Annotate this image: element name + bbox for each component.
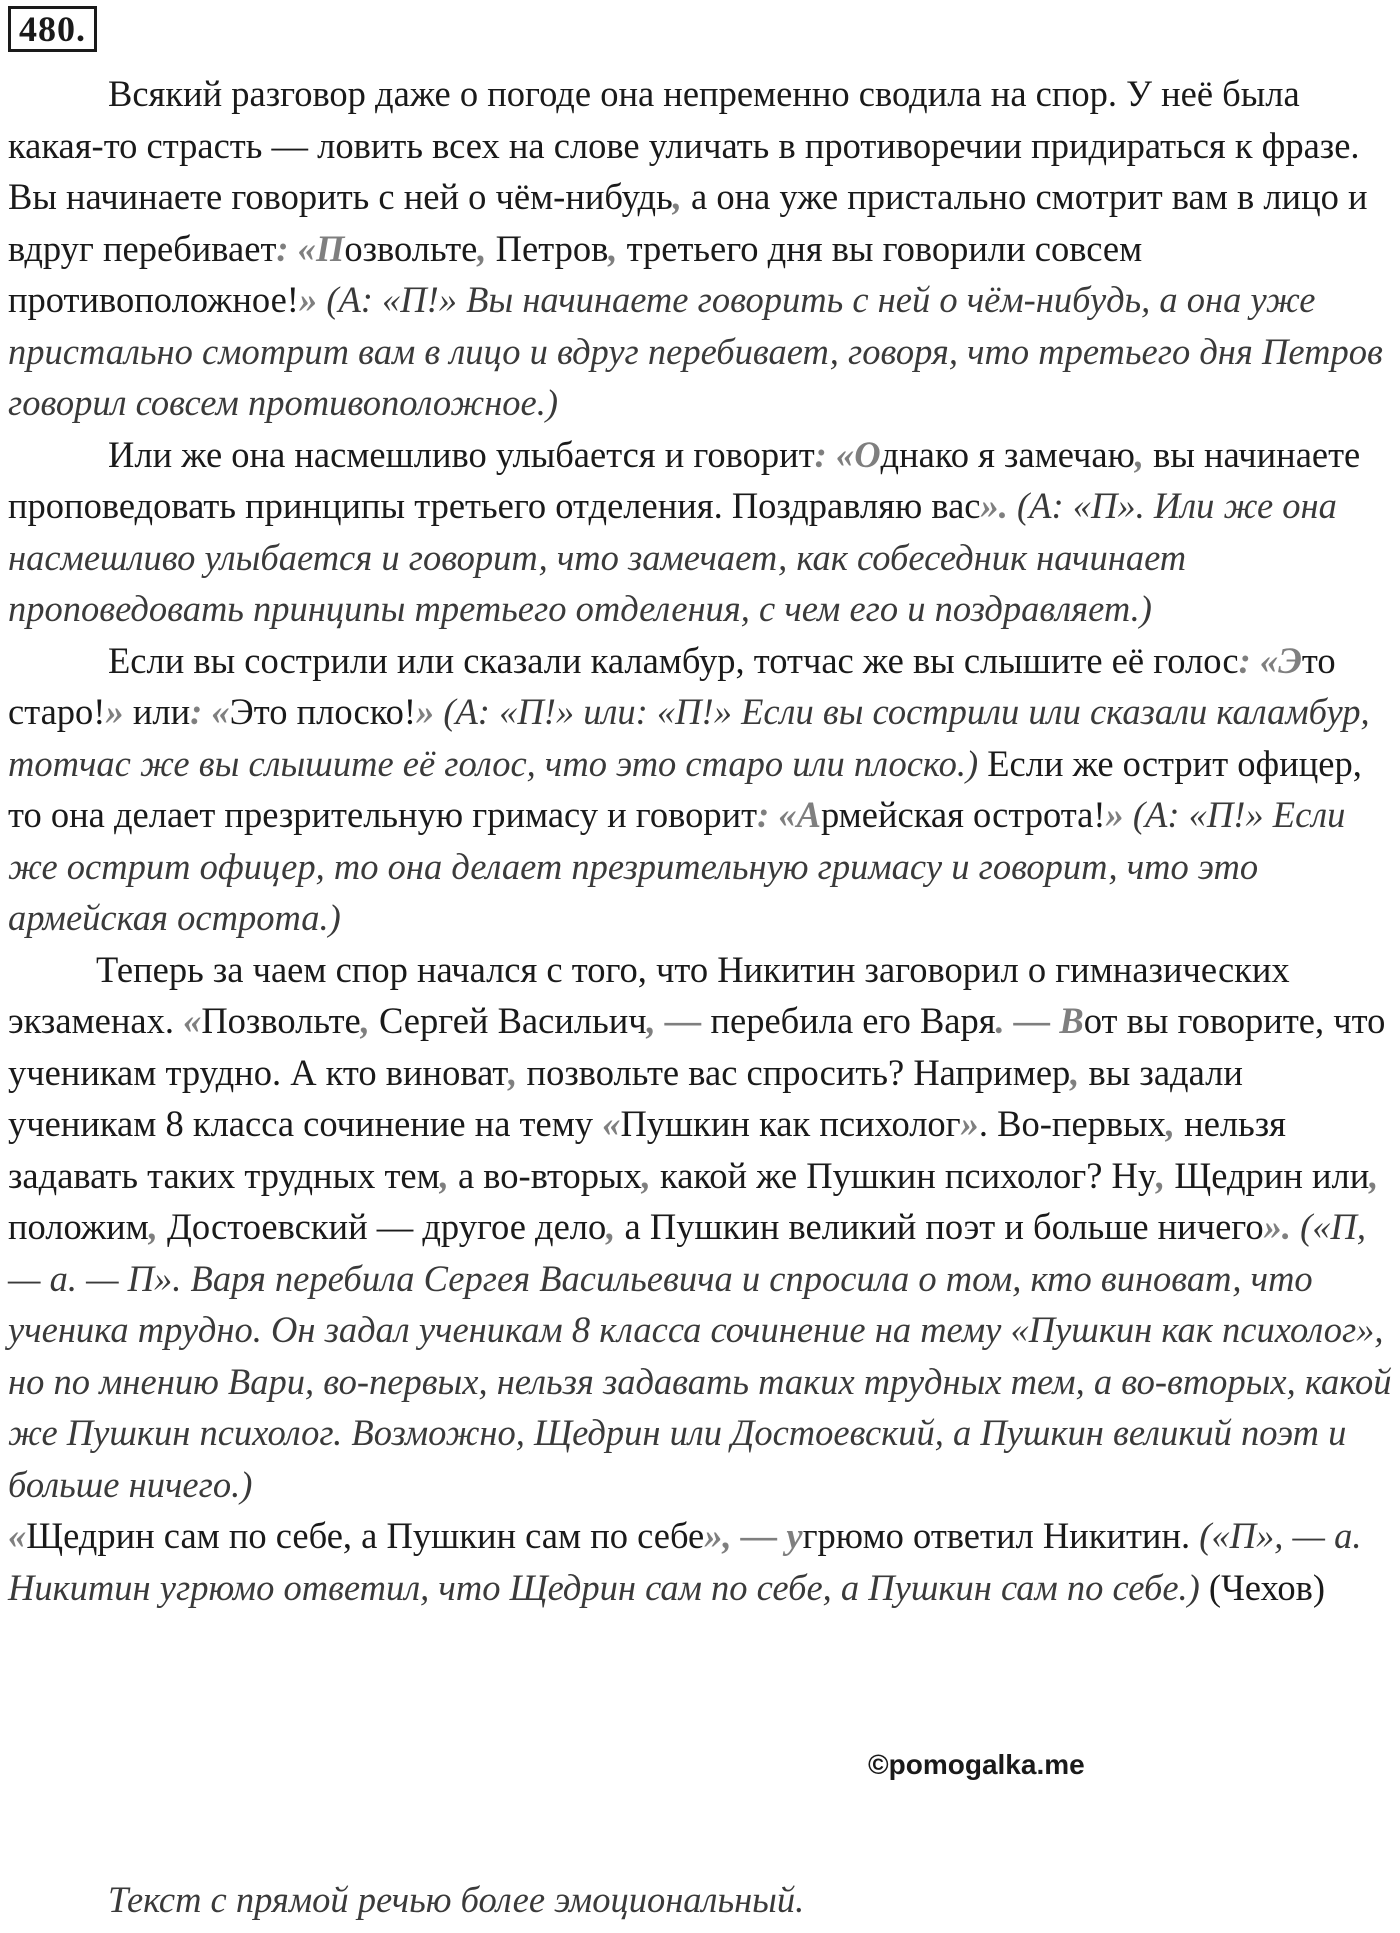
text-run: . Во-первых: [978, 1103, 1166, 1144]
text-run: а она уже пристально смотрит вам в лицо и вдруг перебивает: [8, 176, 1368, 269]
text-run: рмейская острота!: [820, 794, 1106, 835]
text-run: Или же она насмешливо улыбается и говорит: [108, 433, 815, 475]
text-run: положим: [8, 1206, 149, 1247]
punctuation-mark: ,: [608, 227, 618, 269]
punctuation-mark: ,: [1070, 1051, 1080, 1093]
text-run: Достоевский — другое дело: [157, 1206, 607, 1247]
punctuation-mark: »: [415, 691, 435, 732]
paragraph-1: [8, 68, 1392, 429]
capital-letter: А: [796, 794, 821, 835]
punctuation-mark: ,: [1156, 1154, 1166, 1196]
punctuation-mark: ,: [360, 1000, 370, 1041]
text-run: днако я замечаю: [880, 433, 1135, 475]
analysis-note: («П», — а. Никитин угрюмо ответил, что Щедрин сам по себе, а Пушкин сам по себе.): [8, 1515, 1362, 1608]
text-run: третьего дня вы говорили совсем противоположное!: [8, 227, 1143, 320]
text-run: вы начинаете проповедовать принципы третьего отделения. Поздравляю вас: [8, 433, 1361, 526]
punctuation-mark: ».: [980, 485, 1008, 526]
punctuation-mark: ,: [606, 1206, 616, 1247]
text-run: Если же острит офицер, то она делает презрительную гримасу и говорит: [8, 742, 1362, 835]
punctuation-mark: ,: [1134, 433, 1144, 475]
exercise-text: [8, 68, 1392, 1613]
text-run: Если вы сострили или сказали каламбур, тотчас же вы слышите её голос: [108, 639, 1239, 681]
punctuation-mark: «: [8, 1515, 27, 1556]
text-run: какой же Пушкин психолог? Ну: [650, 1154, 1157, 1196]
punctuation-mark: : «: [1238, 639, 1279, 681]
punctuation-mark: : «: [190, 691, 230, 732]
paragraph-2: [8, 429, 1392, 635]
punctuation-mark: «: [602, 1103, 621, 1144]
analysis-note: (А: «П». Или же она насмешливо улыбается и говорит, что замечает, как собеседник начинает проповедовать принципы третьего отделения, с чем его и поздравляет.): [8, 485, 1337, 629]
analysis-note: (А: «П!» или: «П!» Если вы сострили или сказали каламбур, тотчас же вы слышите её голос, что это старо или плоско.): [8, 691, 1370, 784]
punctuation-mark: ,: [641, 1154, 651, 1196]
text-run: Это плоско!: [229, 691, 416, 732]
author-attribution: (Чехов): [1199, 1566, 1326, 1608]
text-run: озвольте: [344, 227, 478, 269]
text-run: Пушкин как психолог: [620, 1103, 961, 1144]
punctuation-mark: ,: [508, 1051, 518, 1093]
punctuation-mark: : «: [276, 227, 316, 269]
text-run: нельзя задавать таких трудных тем: [8, 1103, 1286, 1196]
capital-letter: Э: [1278, 639, 1302, 681]
text-run: Щедрин сам по себе, а Пушкин сам по себе: [26, 1515, 705, 1556]
punctuation-mark: ».: [1263, 1206, 1291, 1247]
punctuation-mark: . —: [995, 1000, 1060, 1041]
conclusion-text: Текст с прямой речью более эмоциональный.: [108, 1879, 805, 1920]
text-run: позвольте вас спросить? Например: [517, 1051, 1071, 1093]
capital-letter: О: [854, 433, 881, 475]
text-run: перебила его Варя: [701, 1000, 996, 1041]
text-run: то старо!: [8, 639, 1336, 732]
punctuation-mark: ,: [477, 227, 487, 269]
punctuation-mark: ,: [672, 176, 682, 217]
punctuation-mark: ,: [148, 1206, 158, 1247]
punctuation-mark: »: [298, 279, 318, 320]
text-run: а во-вторых: [448, 1154, 642, 1196]
punctuation-mark: », —: [704, 1515, 787, 1556]
text-run: Теперь за чаем спор начался с того, что Никитин заговорил о гимназических экзаменах.: [8, 948, 1290, 1041]
analysis-note: (А: «П!» Если же острит офицер, то она делает презрительную гримасу и говорит, что это армейская острота.): [8, 794, 1346, 938]
text-run: а Пушкин великий поэт и больше ничего: [615, 1206, 1264, 1247]
paragraph-3: [8, 635, 1392, 944]
text-run: Щедрин или: [1165, 1154, 1370, 1196]
analysis-note: (А: «П!» Вы начинаете говорить с ней о чём-нибудь, а она уже пристально смотрит вам в лицо и вдруг перебивает, говоря, что третьего дня Петров говорил совсем противоположное.): [8, 279, 1383, 423]
punctuation-mark: ,: [1369, 1154, 1379, 1196]
text-run: или: [123, 691, 191, 732]
punctuation-mark: »: [960, 1103, 979, 1144]
text-run: грюмо ответил Никитин.: [802, 1515, 1191, 1556]
text-run: от вы говорите, что ученикам трудно. А кто виноват: [8, 1000, 1386, 1093]
paragraph-5: [8, 1510, 1392, 1613]
paragraph-4: [8, 944, 1392, 1511]
analysis-note: («П, — а. — П». Варя перебила Сергея Васильевича и спросила о том, кто виноват, что ученика трудно. Он задал ученикам 8 класса сочинение на тему «Пушкин как психолог», но по мнению Вари, во-первых, нельзя задавать таких трудных тем, а во-вторых, какой же Пушкин психолог. Возможно, Щедрин или Достоевский, а Пушкин великий поэт и больше ничего.): [8, 1206, 1392, 1505]
punctuation-mark: , —: [646, 1000, 702, 1041]
capital-letter: у: [786, 1515, 803, 1556]
punctuation-mark: «: [183, 1000, 202, 1041]
punctuation-mark: »: [105, 691, 124, 732]
punctuation-mark: »: [1105, 794, 1124, 835]
punctuation-mark: : «: [757, 794, 797, 835]
watermark: ©pomogalka.me: [868, 1749, 1085, 1780]
text-run: Всякий разговор даже о погоде она непременно сводила на спор. У неё была какая-то страсть — ловить всех на слове уличать в противоречии придираться к фразе. Вы начинаете говорить с ней о чём-нибудь: [8, 73, 1360, 217]
punctuation-mark: ,: [439, 1154, 449, 1196]
punctuation-mark: : «: [814, 433, 855, 475]
text-run: Сергей Васильич: [369, 1000, 647, 1041]
capital-letter: В: [1059, 1000, 1084, 1041]
text-run: вы задали ученикам 8 класса сочинение на тему: [8, 1051, 1243, 1144]
text-run: Позвольте: [201, 1000, 361, 1041]
text-run: Петров: [486, 227, 609, 269]
punctuation-mark: ,: [1165, 1103, 1176, 1144]
exercise-number: 480.: [8, 6, 97, 52]
capital-letter: П: [315, 227, 345, 269]
